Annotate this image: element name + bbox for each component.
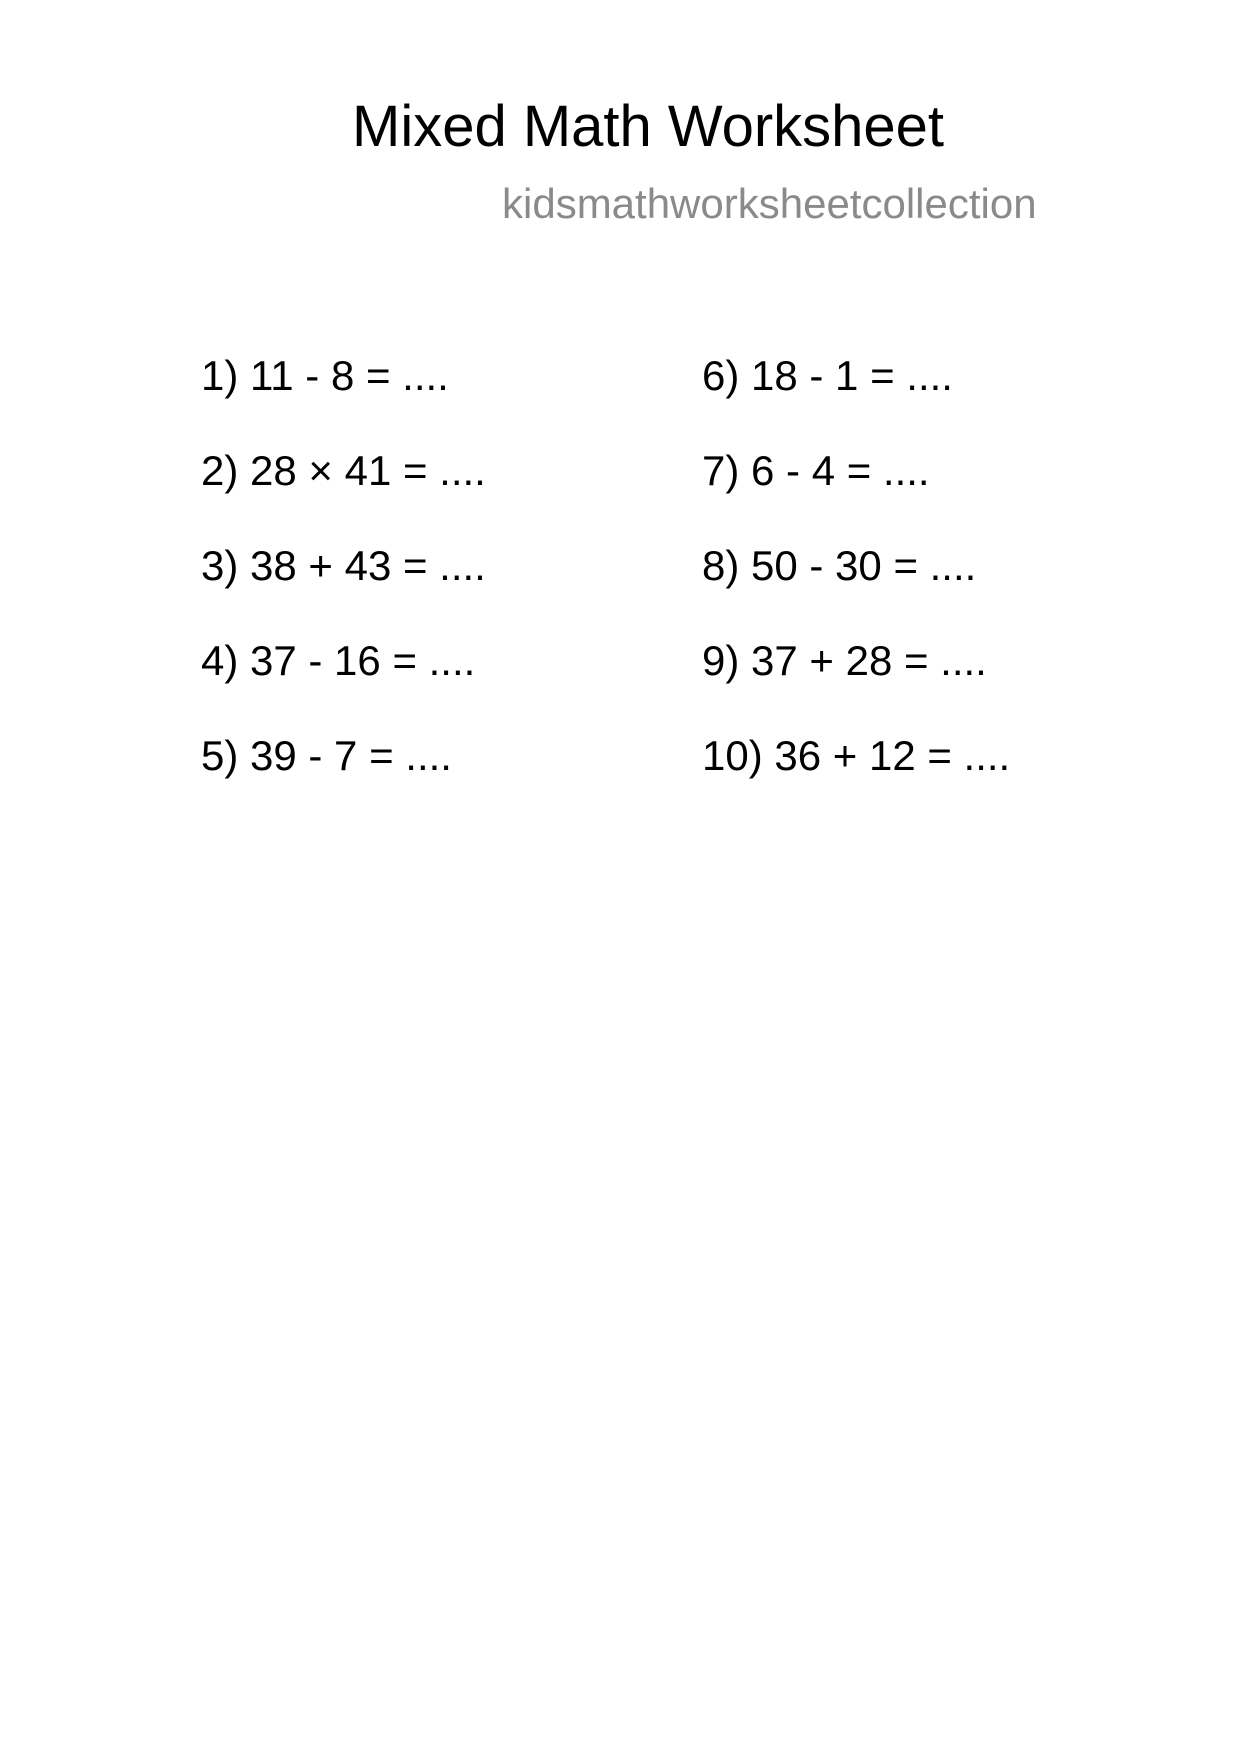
problem-item: 8) 50 - 30 = .... [702,542,977,589]
problem-item: 6) 18 - 1 = .... [702,352,953,399]
problem-item: 2) 28 × 41 = .... [201,447,486,494]
problem-item: 5) 39 - 7 = .... [201,732,452,779]
problem-item: 9) 37 + 28 = .... [702,637,987,684]
problem-item: 4) 37 - 16 = .... [201,637,476,684]
problem-item: 10) 36 + 12 = .... [702,732,1011,779]
page-title: Mixed Math Worksheet [352,94,945,159]
problem-item: 1) 11 - 8 = .... [201,352,449,399]
page-subtitle: kidsmathworksheetcollection [502,180,1037,227]
problem-item: 3) 38 + 43 = .... [201,542,486,589]
problem-item: 7) 6 - 4 = .... [702,447,930,494]
